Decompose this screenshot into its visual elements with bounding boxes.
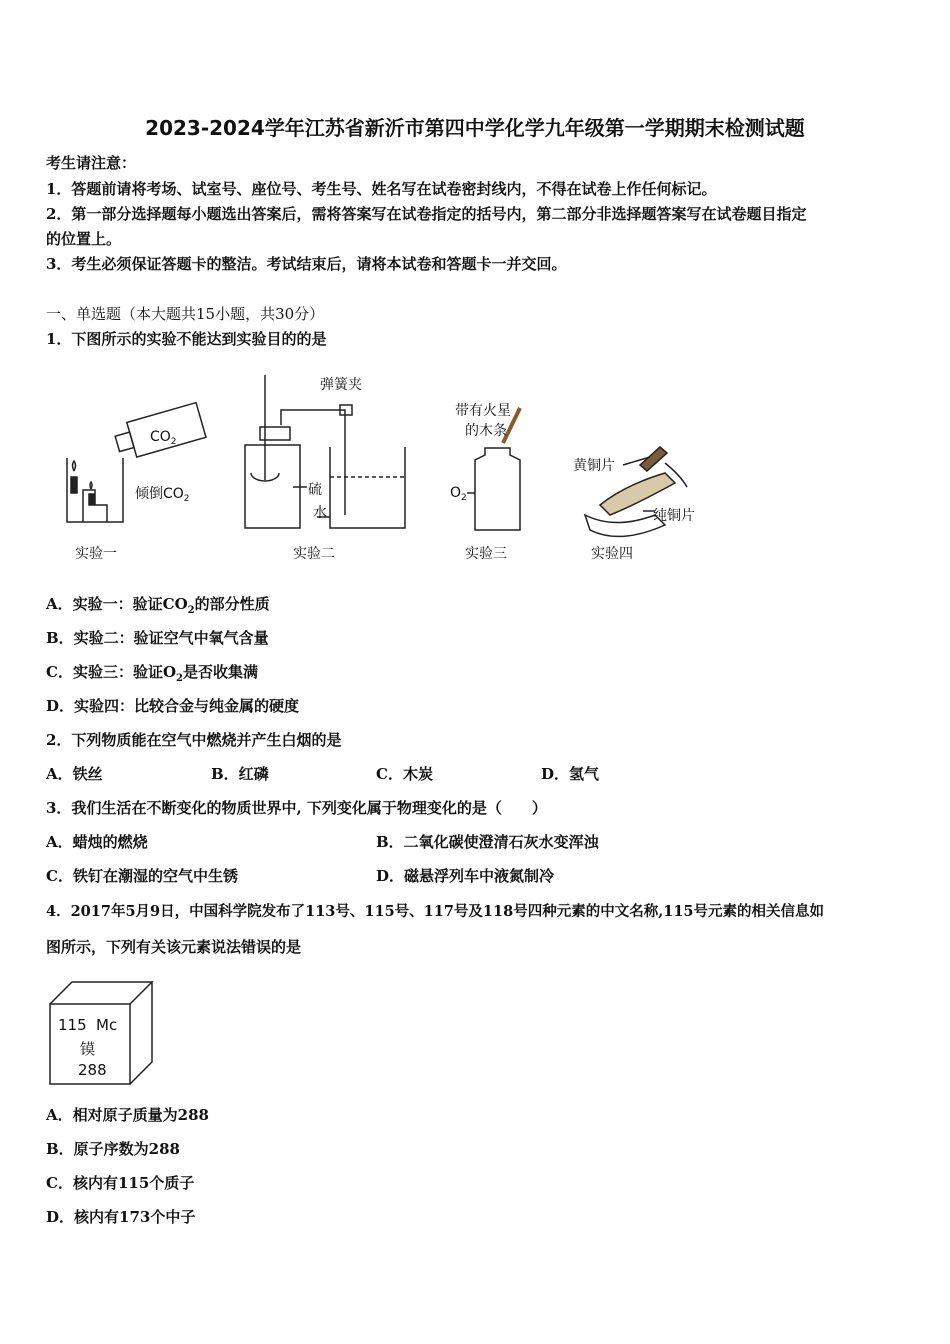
option-c: C．木炭	[376, 765, 433, 783]
element-symbol: Mc	[96, 1016, 118, 1034]
notice-item: 3．考生必须保证答题卡的整洁。考试结束后，请将本试卷和答题卡一并交回。	[46, 255, 567, 273]
element-name: 镆	[80, 1040, 96, 1058]
element-number: 115	[58, 1016, 87, 1034]
question-stem: 3．我们生活在不断变化的物质世界中, 下列变化属于物理变化的是（ ）	[46, 799, 547, 817]
notice-heading: 考生请注意：	[46, 154, 137, 172]
caption-exp3: 实验三	[465, 546, 507, 562]
option-c: C．核内有115个质子	[46, 1174, 195, 1192]
caption-exp4: 实验四	[591, 546, 633, 562]
notice-item: 2．第一部分选择题每小题选出答案后，需将答案写在试卷指定的括号内，第二部分非选择题答案写在试卷题目指定	[46, 205, 807, 223]
option-d: D．氢气	[541, 765, 600, 783]
caption-exp2: 实验二	[293, 546, 335, 562]
option-a: A．相对原子质量为288	[46, 1106, 209, 1124]
option-a: A．实验一：验证$CO_2$的部分性质	[46, 595, 270, 616]
experiment-figure	[55, 365, 735, 570]
section-heading: 一、单选题（本大题共15小题，共30分）	[46, 305, 325, 323]
gas-bottle-icon	[245, 445, 300, 528]
stick-label-line1: 带有火星	[455, 403, 511, 419]
option-d: D．核内有173个中子	[46, 1208, 196, 1226]
question-stem: 2．下列物质能在空气中燃烧并产生白烟的是	[46, 731, 342, 749]
option-b: B．原子序数为288	[46, 1140, 180, 1158]
gas-label: $O_2$	[450, 485, 467, 503]
caption-exp1: 实验一	[75, 546, 117, 562]
water-beaker-icon	[330, 447, 405, 528]
bottle-label: $CO_2$	[150, 429, 177, 447]
option-b: B．二氧化碳使澄清石灰水变浑浊	[376, 833, 599, 851]
brass-label: 黄铜片	[573, 458, 615, 474]
question-stem: 1．下图所示的实验不能达到实验目的的是	[46, 330, 327, 348]
clamp-label: 弹簧夹	[320, 377, 362, 393]
notice-item: 的位置上。	[46, 230, 122, 248]
option-c: C．铁钉在潮湿的空气中生锈	[46, 867, 238, 885]
stick-label-line2: 的木条	[465, 423, 507, 439]
notice-item: 1．答题前请将考场、试室号、座位号、考生号、姓名写在试卷密封线内，不得在试卷上作任何标记。	[46, 180, 717, 198]
copper-label: 纯铜片	[653, 508, 695, 524]
option-b: B．红磷	[211, 765, 269, 783]
element-card	[48, 980, 158, 1088]
option-d: D．实验四：比较合金与纯金属的硬度	[46, 697, 300, 715]
option-d: D．磁悬浮列车中液氮制冷	[376, 867, 555, 885]
page-title: 2023-2024学年江苏省新沂市第四中学化学九年级第一学期期末检测试题	[145, 116, 805, 140]
oxygen-bottle-icon	[475, 448, 520, 530]
sulfur-label: 硫	[308, 482, 322, 498]
option-a: A．蜡烛的燃烧	[46, 833, 148, 851]
option-b: B．实验二：验证空气中氧气含量	[46, 629, 269, 647]
pour-label: 倾倒$CO_2$	[135, 486, 190, 504]
water-label: 水	[313, 505, 327, 521]
question-stem-cont: 图所示，下列有关该元素说法错误的是	[46, 938, 302, 956]
option-c: C．实验三：验证$O_2$是否收集满	[46, 663, 258, 684]
element-mass: 288	[78, 1061, 107, 1079]
option-a: A．铁丝	[46, 765, 103, 783]
question-stem: 4．2017年5月9日，中国科学院发布了113号、115号、117号及118号四种元素的中文名称,115号元素的相关信息如	[46, 903, 825, 920]
